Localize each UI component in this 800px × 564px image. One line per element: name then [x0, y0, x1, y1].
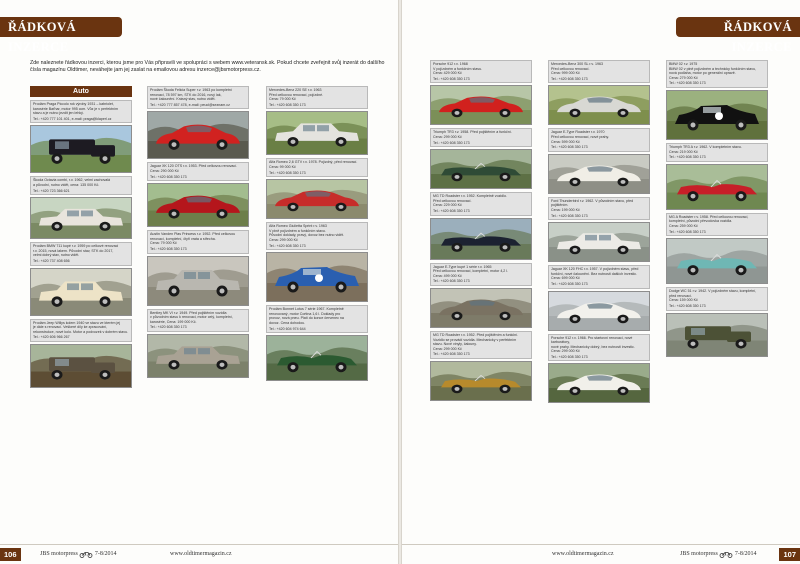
- ad-phone: Tel.: +420 608 350 173: [269, 170, 306, 175]
- column-head-auto: Auto: [30, 86, 132, 97]
- classified-ad: [30, 100, 132, 173]
- ad-line: rekonstrukce, nové kolo. Motor a podvozek v dobrém stavu.: [33, 329, 129, 334]
- right-page: [402, 0, 800, 564]
- car-photo: [30, 197, 132, 239]
- car-photo: [147, 111, 249, 159]
- ad-line: Mercedes-Benz 220 SE r.v. 1963: [269, 88, 322, 92]
- ad-line: před renovací.: [669, 293, 692, 298]
- motorcycle-icon: [79, 550, 93, 558]
- classified-ad: [548, 265, 650, 330]
- car-photo-image: [148, 184, 248, 226]
- car-photo: [266, 111, 368, 155]
- ad-line: Cena: 279 000 Kč: [669, 75, 698, 80]
- ad-phone: Tel.: +420 608 350 173: [669, 155, 706, 160]
- car-photo-image: [431, 289, 531, 327]
- car-photo: [548, 85, 650, 125]
- ad-line: Před celkovou renovací, kompletní, motor 4,2 l.: [433, 269, 509, 274]
- ad-line: velmi dobrý stav, nutno vidět.: [33, 253, 80, 258]
- car-photo-image: [667, 314, 767, 356]
- ad-text: [548, 197, 650, 220]
- magazine-url-left: www.oldtimermagazin.cz: [170, 551, 232, 557]
- ad-line: Vozidlo se provádí vozidla. Mechanicky v perfektním: [433, 337, 517, 342]
- car-photo: [548, 154, 650, 194]
- ad-line: Před celkovou renovací.: [433, 198, 472, 203]
- car-photo: [30, 344, 132, 388]
- ad-text: [548, 265, 650, 288]
- ad-text: [548, 334, 650, 362]
- classified-ad: [147, 309, 249, 378]
- ad-line: je dále s renovací. Veškeré díly ke zpracování,: [33, 325, 108, 330]
- car-photo-image: [148, 257, 248, 305]
- car-photo: [147, 334, 249, 378]
- ad-line: karosérie Baťhar, motor 995 ccm. Vůz je v perfektním: [33, 106, 119, 111]
- ad-line: Před celkovou renovací.: [551, 66, 590, 71]
- ad-phone: Tel.: +420 723 366 621: [33, 188, 70, 193]
- ad-line: Prodám Jeep Willys kolem 1940 ve stavu ve kterém jej: [33, 320, 121, 325]
- ad-line: Prodám BMW 711 kupé r.v. 1959 po celkové renovaci: [33, 244, 119, 249]
- ad-phone: Tel.: +420 777 101 401, e-mail: praga@klaperl.cz: [33, 116, 112, 121]
- ad-phone: Tel.: +420 608 350 173: [150, 174, 187, 179]
- ad-text: [430, 192, 532, 215]
- ad-line: Jaguar XK 120 FHC r.v. 1957. V pojízdném stavu, před: [551, 267, 639, 272]
- classified-ad: [548, 334, 650, 404]
- car-photo-image: [431, 150, 531, 188]
- ad-line: Cena: 290 000 Kč: [150, 168, 179, 173]
- classified-ad: [30, 176, 132, 239]
- car-photo-image: [31, 269, 131, 315]
- ad-line: Porsche 912 r.v. 1966. Pro startovní renovaci, nové karburátory,: [551, 335, 633, 345]
- ad-line: Triumph TR3 A r.v. 1962. V kompletním stavu.: [669, 144, 742, 149]
- ad-line: Porsche 912 r.v. 1968: [433, 62, 468, 66]
- classified-ad: [430, 192, 532, 259]
- car-photo: [430, 288, 532, 328]
- section-title-right: ŘÁDKOVÁ INZERCE: [676, 17, 800, 37]
- ad-phone: Tel.: +420 608 350 173: [551, 145, 588, 150]
- car-photo: [30, 125, 132, 173]
- classified-ad: [430, 128, 532, 189]
- classified-ad: [30, 242, 132, 315]
- classified-ad: [147, 230, 249, 305]
- car-photo-image: [148, 335, 248, 377]
- intro-text: Zde naleznete řádkovou inzerci, kterou jsme pro Vás připravili ve spolupráci s webem www.veteransk.sk. Pokud chcete zveřejnit svůj inzerát do dalšího čísla magazínu Oldtimer, neváhejte jam jej zaslat na emailovou adresu inzerce@jbsmotorpress.cz.: [30, 60, 385, 73]
- classified-ad: [147, 162, 249, 227]
- ad-line: kompletní, původní převodovka vozidla.: [669, 219, 733, 224]
- ad-phone: Tel.: +420 737 408 656: [33, 258, 70, 263]
- classified-ad: [266, 158, 368, 219]
- car-photo: [666, 90, 768, 140]
- ad-text: [666, 143, 768, 162]
- ad-line: a původní, nutno vidět, cena: 135 000 Kč.: [33, 182, 100, 187]
- ad-line: renovovaný, motor Cortina 1,6 l. Doklady pro: [269, 311, 341, 316]
- car-photo-image: [31, 345, 131, 387]
- section-title-left: ŘÁDKOVÁ INZERCE: [0, 17, 122, 37]
- ads-column-1: [30, 86, 132, 391]
- ad-text: [430, 263, 532, 286]
- classified-ad: [548, 197, 650, 262]
- classified-ad: [266, 305, 368, 381]
- ads-column-6: [666, 60, 768, 360]
- ad-text: [147, 86, 249, 109]
- ad-line: Dodge WC 51 r.v. 1942. V pojízdném stavu, kompletní,: [669, 289, 757, 294]
- ad-text: [548, 128, 650, 151]
- car-photo: [430, 361, 532, 401]
- car-photo: [430, 85, 532, 125]
- ad-line: Cena: 999 000 Kč: [551, 71, 580, 76]
- ad-line: stavu. Nové vinyly, čalouny.: [433, 342, 477, 347]
- car-photo-image: [549, 86, 649, 124]
- classified-ad: [666, 213, 768, 284]
- ad-line: v původním stavu k renovaci, motor celý, kompletní,: [150, 315, 233, 320]
- ad-line: Jaguar E-Type kupé 1 série r.v. 1965: [433, 264, 492, 269]
- ad-line: Cena: 699 000 Kč: [551, 276, 580, 281]
- ads-column-4: [430, 60, 532, 404]
- classified-ad: [30, 319, 132, 388]
- ad-phone: Tel.: +420 608 350 173: [669, 81, 706, 86]
- ad-line: MG TD Roadster r.v. 1952. Před pojištěním a funkční.: [433, 332, 519, 337]
- ad-line: Mercedes-Benz 300 SL r.v. 1963: [551, 62, 603, 66]
- ad-line: Cena: 429 000 Kč: [433, 71, 462, 76]
- ad-line: karosérie, Cena: 199 000 Kč.: [150, 319, 197, 324]
- ad-text: [147, 230, 249, 253]
- car-photo: [30, 268, 132, 316]
- ad-line: Jaguar XK 120 OTS r.v. 1953. Před celkovou renovací.: [150, 164, 238, 169]
- ad-text: [666, 60, 768, 88]
- classified-ad: [266, 222, 368, 302]
- ad-line: Cena: 259 000 Kč: [669, 223, 698, 228]
- magazine-name-right: JBS motorpress 7-8/2014: [680, 551, 757, 557]
- ad-line: pojištěním.: [551, 203, 569, 208]
- ad-line: funkční, nové čalounění. Bez nutnosti dalších investic.: [551, 271, 638, 276]
- ad-line: MG TD Roadster r.v. 1952. Kompletně vozidlo.: [433, 194, 507, 199]
- car-photo: [266, 335, 368, 381]
- car-photo: [266, 179, 368, 219]
- ad-line: Cena: 299 000 Kč: [433, 346, 462, 351]
- car-photo-image: [549, 364, 649, 402]
- car-photo-image: [431, 86, 531, 124]
- ad-line: nové prahy. Mechanicky dobrý, bez nutnosti investic.: [551, 344, 635, 349]
- ad-text: [30, 176, 132, 195]
- classified-ad: [147, 86, 249, 159]
- ad-line: Původní doklady, pravý, dovoz bez nutno vidět.: [269, 233, 345, 238]
- ad-line: Cena: 159 000 Kč: [669, 298, 698, 303]
- ad-line: Austin Vanden Plas Princess r.v. 1952. Před celkovou: [150, 232, 236, 237]
- car-photo-image: [667, 239, 767, 283]
- ad-line: Bentley MK VI r.v. 1949. Před pojištěním vozidla: [150, 310, 227, 315]
- ad-phone: Tel.: +420 608 350 173: [433, 352, 470, 357]
- ad-phone: Tel.: +420 608 350 173: [551, 76, 588, 81]
- ad-line: stavu a je nutno jezdit jen lehký.: [33, 111, 84, 116]
- ad-line: V plně pojízdném a funkčním stavu.: [269, 228, 326, 233]
- ad-line: Cena: 299 000 Kč: [433, 134, 462, 139]
- ad-text: [266, 305, 368, 333]
- car-photo-image: [267, 253, 367, 301]
- car-photo-image: [431, 362, 531, 400]
- car-photo-image: [267, 180, 367, 218]
- ad-line: provoz, nová pneu. Platí do konce červenec na: [269, 316, 344, 321]
- ad-line: Cena: 79 000 Kč: [269, 97, 296, 102]
- ad-phone: Tel.: +420 608 350 173: [551, 281, 588, 286]
- magazine-name-left: JBS motorpress 7-8/2014: [40, 551, 117, 557]
- car-photo: [666, 313, 768, 357]
- car-photo: [430, 218, 532, 260]
- ad-text: [147, 309, 249, 332]
- car-photo: [266, 252, 368, 302]
- ad-line: Cena: 299 000 Kč: [269, 237, 298, 242]
- ad-text: [430, 60, 532, 83]
- ad-text: [266, 222, 368, 250]
- car-photo-image: [31, 126, 131, 172]
- footer-right: [402, 544, 800, 564]
- ad-text: [30, 242, 132, 265]
- classified-ad: [430, 263, 532, 328]
- car-photo-image: [148, 112, 248, 158]
- ad-line: Triumph TR3 r.v. 1958. Před pojištěním a funkční.: [433, 130, 512, 135]
- ad-phone: Tel.: +420 606 966 267: [33, 335, 70, 340]
- car-photo-image: [31, 198, 131, 238]
- ad-line: dovoz. Cena dohodou.: [269, 320, 306, 325]
- car-photo-image: [267, 112, 367, 154]
- car-photo-image: [549, 292, 649, 330]
- ad-line: BMW 02 r.v. 1975: [669, 62, 698, 66]
- ad-phone: Tel.: +420 608 350 173: [269, 243, 306, 248]
- ad-text: [548, 60, 650, 83]
- car-photo: [666, 238, 768, 284]
- ad-line: Cena: 299 000 Kč: [551, 349, 580, 354]
- car-photo: [430, 149, 532, 189]
- ad-phone: Tel.: +420 608 350 173: [433, 76, 470, 81]
- classified-ad: [666, 287, 768, 356]
- ad-line: Před celkovou renovací, pojízdné.: [269, 92, 324, 97]
- classified-ad: [548, 128, 650, 193]
- classified-ad: [666, 60, 768, 140]
- ad-phone: Tel.: +420 608 350 173: [433, 140, 470, 145]
- classified-ad: [548, 60, 650, 125]
- ad-line: Cena: 499 000 Kč: [433, 273, 462, 278]
- ad-phone: Tel.: +420 777 857 478, e-mail: peucl@seznam.cz: [150, 102, 230, 107]
- magazine-url-right: www.oldtimermagazin.cz: [552, 551, 614, 557]
- footer-left: [0, 544, 398, 564]
- car-photo: [548, 222, 650, 262]
- ad-line: Prodám Praga Piccolo rok výroby 1931 – kabriolet,: [33, 102, 114, 106]
- ad-line: Cena: 199 000 Kč: [551, 207, 580, 212]
- classified-ad: [430, 331, 532, 401]
- ad-text: [666, 287, 768, 310]
- ad-line: r.v. 2015, nová lakem. Původní stav, STK do 2017,: [33, 248, 114, 253]
- ad-text: [147, 162, 249, 181]
- ad-line: Cena: 99 000 Kč: [269, 164, 296, 169]
- ad-line: BMW 02 v plně pojízdném a technicky funkčním stavu,: [669, 66, 757, 71]
- ad-line: V pojízdném a funkčním stavu.: [433, 66, 483, 71]
- car-photo: [548, 291, 650, 331]
- car-photo: [147, 256, 249, 306]
- car-photo-image: [549, 223, 649, 261]
- ad-phone: Tel.: +420 608 350 173: [669, 229, 706, 234]
- ad-line: Prodám Bonnet Lotus 7 série 1967. Kompletně: [269, 307, 344, 312]
- ads-column-3: [266, 86, 368, 384]
- classified-ad: [430, 60, 532, 125]
- ad-line: renovaci, 78 597 km, STK do 2016, nový lak,: [150, 92, 222, 97]
- ad-line: Škoda Octavia combi, r.v. 1962, velmi zachovalá: [33, 178, 111, 183]
- car-photo-image: [549, 155, 649, 193]
- ad-line: nové čalounění. Krásný stav, nutno vidět.: [150, 97, 216, 102]
- car-photo-image: [667, 91, 767, 139]
- car-photo: [666, 164, 768, 210]
- ad-line: Ford Thunderbird r.v. 1962. V původním stavu, před: [551, 198, 634, 203]
- motorcycle-icon: [719, 550, 733, 558]
- ad-line: nová podlaha, motor po generální opravě.: [669, 71, 736, 76]
- car-photo-image: [431, 219, 531, 259]
- ads-column-2: [147, 86, 249, 381]
- ad-phone: Tel.: +420 608 350 173: [551, 354, 588, 359]
- ad-text: [666, 213, 768, 236]
- ad-line: Alfa Romeo Giulietta Sprint r.v. 1963: [269, 224, 327, 229]
- ad-phone: Tel.: +420 604 974 644: [269, 326, 306, 331]
- ad-text: [430, 128, 532, 147]
- car-photo-image: [667, 165, 767, 209]
- ad-line: renovací, kompletní, čtyři vrata a střecha.: [150, 236, 216, 241]
- ad-text: [30, 100, 132, 123]
- ad-phone: Tel.: +420 608 350 173: [150, 325, 187, 330]
- ad-line: Cena: 599 000 Kč: [551, 139, 580, 144]
- car-photo: [548, 363, 650, 403]
- ad-line: Cena: 79 000 Kč: [150, 241, 177, 246]
- ad-text: [266, 86, 368, 109]
- ad-text: [266, 158, 368, 177]
- car-photo-image: [267, 336, 367, 380]
- classified-ad: [666, 143, 768, 210]
- ad-phone: Tel.: +420 608 350 173: [269, 102, 306, 107]
- ad-phone: Tel.: +420 608 350 173: [433, 208, 470, 213]
- page-number-left: 106: [0, 548, 21, 561]
- ad-phone: Tel.: +420 608 350 173: [669, 303, 706, 308]
- ad-line: Cena: 229 000 Kč: [433, 203, 462, 208]
- ad-phone: Tel.: +420 608 350 173: [433, 279, 470, 284]
- ad-line: Prodám Škoda Felicia Super r.v. 1963 po kompletní: [150, 88, 232, 92]
- page-number-right: 107: [779, 548, 800, 561]
- ad-line: MG A Roadster r.v. 1958. Před celkovou renovací,: [669, 214, 749, 219]
- ad-line: Jaguar E-Type Roadster r.v. 1970: [551, 130, 605, 135]
- ad-line: Před celkovou renovací, nové prahy.: [551, 134, 610, 139]
- ad-text: [430, 331, 532, 359]
- ads-column-5: [548, 60, 650, 406]
- ad-text: [30, 319, 132, 342]
- classified-ad: [266, 86, 368, 155]
- car-photo: [147, 183, 249, 227]
- ad-line: Alfa Romeo 2,6 GTV r.v. 1978. Pojízdný, před renovací.: [269, 160, 358, 165]
- left-page: [0, 0, 398, 564]
- ad-phone: Tel.: +420 608 350 173: [551, 213, 588, 218]
- ad-phone: Tel.: +420 608 350 173: [150, 246, 187, 251]
- ad-line: Cena: 219 000 Kč: [669, 149, 698, 154]
